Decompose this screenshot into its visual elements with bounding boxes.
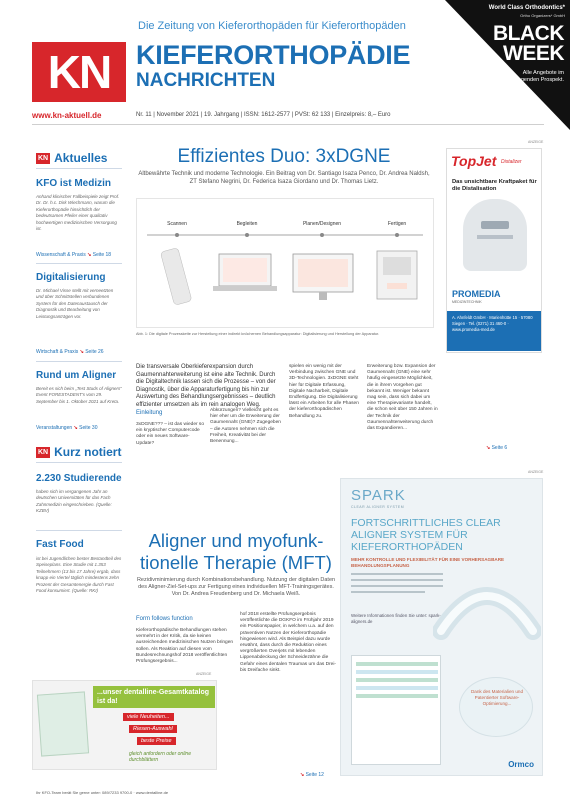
article-1-title[interactable]: Effizientes Duo: 3xDGNE <box>177 146 391 167</box>
article-1-col-2: Abkürzungen? Vielleicht geht es hier eher um die Erweiterung der Gaumennaht (GNE)? Zugegeben – die Autoren nehmen sich die Freiheit, Kreativität bei der Benennung... <box>210 408 281 445</box>
spark-logo-sub: CLEAR ALIGNER SYSTEM <box>351 505 405 509</box>
arrow-icon: ↘ <box>79 349 84 355</box>
article-2-col-2: hof 2018 erstellte Prüfungsergebnis veröffentlichte die DGKFO im Frühjahr 2019 ein Positionspapier, in welchem u.a. auf den präventiven Nutzen der Kieferorthopädie hingewiesen wird. Als Beispiel dazu wurde erwähnt, dass durch die Reduktion eines vergrößerten Overjets mit lebenden Lippenabdeckung der Schneidezähne die Gefahr eines dentalen Traumas um das Drei- bis Dreifache sinkt. <box>240 612 336 673</box>
article-2-title-2: tionelle Therapie (MFT) <box>140 552 332 573</box>
article-1-lead: Altbewährte Technik und moderne Technologie. Ein Beitrag von Dr. Santiago Isaza Penco, Dr. Andrea Naldsh, ZT Stefano Negrini, Dr. Federica Isaza Giordano und Dr. Thomas Lietz. <box>138 171 430 185</box>
sidebar-item-body: haben sich im vergangenen Jahr an deutschen Universitäten für das Fach Zahnmedizin eingeschrieben. (Quelle: KZBV) <box>36 489 112 514</box>
spark-logo: SPARK <box>351 487 406 504</box>
dentalline-tag: beste Preise <box>137 737 176 745</box>
topjet-ad[interactable] <box>446 148 542 353</box>
website-link[interactable]: www.kn-aktuell.de <box>32 111 102 120</box>
spark-callout: Weitere Informationen finden Sie unter: spark-aligners.de <box>351 613 441 624</box>
ref-page: Seite 12 <box>305 772 324 778</box>
dentalline-footer: Ihr KFO-Team berät Sie gerne unter: 089/7233 9700-0 · www.dentalline.de <box>36 790 169 795</box>
black-week-text: Alle Angebote im beiliegenden Prospekt. <box>508 70 564 83</box>
ref-page: Seite 30 <box>79 425 98 431</box>
article-1-intro: Die transversale Oberkieferexpansion durch Gaumennahterweiterung ist eine alte Technik. Durch die Digitaltechnik lassen sich die Prozesse – von der Diagnostik, über die Apparaturfertigung bis hin zur Auswertung des Behandlungsergebnisses – deutlich effizienter umsetzen als im rein analogen Weg. <box>136 364 276 408</box>
dentalline-tag: Riesen-Auswahl <box>129 725 177 733</box>
section-kurz-notiert <box>36 445 121 459</box>
kn-logo: KN <box>32 42 126 102</box>
promedia-logo: PROMEDIA <box>452 289 501 299</box>
workflow-illustration <box>137 199 433 327</box>
ad-label: ANZEIGE <box>196 672 212 676</box>
ref-page: Seite 6 <box>491 445 508 451</box>
promedia-sub: MEDIZINTECHNIK <box>452 300 482 304</box>
kn-mini-logo: KN <box>38 154 49 162</box>
dentalline-tag: viele Neuheiten... <box>123 713 174 721</box>
ref-section: Veranstaltungen <box>36 425 73 431</box>
section-aktuelles <box>36 151 107 165</box>
catalog-image <box>37 691 89 756</box>
spark-subheadline: MEHR KONTROLLE UND FLEXIBILITÄT FÜR EINE VORHERSAGBARE BEHANDLUNGSPLANUNG <box>351 557 505 568</box>
arrow-icon: ↘ <box>87 252 92 258</box>
article-2-lead: Rezidivminimierung durch Kombinationsbehandlung. Nutzung der digitalen Daten des Aligner-Ziel-Set-ups zur Fertigung eines individuellen MFT-Trainingsgerätes. Von Dr. Andrea Freudenberg und Dr. Michaela Weiß. <box>136 577 336 597</box>
sidebar-item-title: Fast Food <box>36 539 84 550</box>
spark-headline: FORTSCHRITTLICHES CLEAR ALIGNER SYSTEM FÜR KIEFERORTHOPÄDEN <box>351 517 501 553</box>
step-label: Begleiten <box>236 221 258 227</box>
black-week-brand: World Class Orthodontics* <box>488 5 565 11</box>
tagline: Die Zeitung von Kieferorthopäden für Kieferorthopäden <box>138 20 406 32</box>
figure-caption: Abb. 1: Die digitale Prozesskette zur Herstellung einer indirekt knöchernen Behandlungsapparatur: Digitalisierung und Herstellung der Apparatur. <box>136 332 380 336</box>
article-2-subhead: Form follows function <box>136 616 193 622</box>
article-1-subhead: Einleitung <box>136 410 163 416</box>
article-1-col-1: 3xDGNE??? – ist das wieder so ein kryptischer Computercode oder ein neues Software-Update? <box>136 422 204 446</box>
sidebar-divider <box>36 168 122 169</box>
topjet-brand-sub: Distalizer <box>501 159 522 165</box>
sidebar-item-title: 2.230 Studierende <box>36 473 122 484</box>
ormco-logo: Ormco <box>508 760 534 769</box>
black-week-title-1: BLACK <box>493 22 564 45</box>
topjet-brand: TopJet <box>451 153 497 169</box>
black-week-title <box>493 24 564 64</box>
aligner-tray-image <box>433 571 541 651</box>
ref-page: Seite 18 <box>92 252 112 258</box>
workflow-figure <box>136 198 434 328</box>
step-label: Scannen <box>167 221 187 227</box>
ad-label: ANZEIGE <box>528 470 544 474</box>
masthead-subtitle: NACHRICHTEN <box>136 70 276 91</box>
topjet-product-image <box>463 199 527 271</box>
dentalline-ad[interactable] <box>32 680 217 770</box>
sidebar-item-ref[interactable] <box>36 425 97 431</box>
sidebar-item-ref[interactable] <box>36 349 104 355</box>
sidebar-divider <box>36 263 122 264</box>
article-2-col-1: Kieferorthopädische Behandlungen stehen vermehrt in der Kritik, da sie keinen ausreichenden medizinischen Nutzen bringen sollen. Als Reaktion auf diesen vom Bundesrechnungshof 2018 veröffentlichten Prüfungsergebnis... <box>136 628 234 665</box>
black-week-banner[interactable] <box>445 0 570 130</box>
dentalline-headline: ...unser dentalline-Gesamtkatalog ist da! <box>93 686 215 708</box>
sidebar-item-title[interactable]: Digitalisierung <box>36 272 106 283</box>
black-week-title-2: WEEK <box>503 42 564 65</box>
sidebar-item-ref[interactable] <box>36 252 111 258</box>
sidebar-divider <box>36 462 122 463</box>
arrow-icon: ↘ <box>300 772 305 778</box>
article-2-title[interactable] <box>134 530 338 574</box>
article-2-title-1: Aligner und myofunk- <box>148 530 324 551</box>
sidebar-item-body: Anhand klinischer Fallbeispiele zeigt Prof. Dr. Dr. h.c. Dirk Wiechmann, warum die Kieferorthopädie hinsichtlich der bedeutsamen Pfeiler einer qualitativ hochwertigen medizinischen Versorgung ist. <box>36 194 120 232</box>
kn-mini-logo: KN <box>38 448 49 456</box>
spark-ad[interactable] <box>340 478 543 776</box>
arrow-icon: ↘ <box>486 445 491 451</box>
arrow-icon: ↘ <box>73 425 78 431</box>
spark-bubble: Dank des Materialien und Patentierter Software-Optimierung... <box>470 689 524 706</box>
topjet-headline: Das unsichtbare Kraftpaket für die Distalisation <box>452 179 537 192</box>
dentalline-script: gleich anfordern oder online durchblättern <box>129 751 191 763</box>
sidebar-item-body: Dr. Michael Visse stellt mit verneetzten und über Schnittstellen verbundenen System für den Datenaustausch der Diagnostik und Bearbeitung von Leistungsanträgen vor. <box>36 288 114 319</box>
sidebar-divider <box>36 530 122 531</box>
step-label: Planen/Designen <box>302 221 342 227</box>
spark-screen-image <box>351 655 441 765</box>
section-aktuelles-label: Aktuelles <box>54 151 108 165</box>
issue-info: Nr. 11 | November 2021 | 19. Jahrgang | ISSN: 1612-2577 | PVSt: 62 133 | Einzelpreis: 8,– Euro <box>136 112 391 118</box>
spark-body-lines <box>351 573 443 609</box>
sidebar-divider <box>36 361 122 362</box>
masthead-title: KIEFERORTHOPÄDIE <box>136 40 411 70</box>
promedia-address: A. Ahnfeldt GmbH · Marienhütte 15 · 57080 Siegen · Tel. (0271) 31 460-0 · www.promedia-med.de <box>447 311 541 351</box>
sidebar-item-body: ist bei Jugendlichen bester Bestandteil des Speiseplans. Eine Studie mit 1.353 Teilnehmern (13 bis 17 Jahre) ergab, dass knapp ein Viertel täglich mindestens zehn Prozent der Gesamtenergie durch Fast Food konsumiert. (Quelle: RKI) <box>36 556 122 594</box>
article-1-col-3: spielen ein wenig mit der Verbindung zwischen GNE und 3D-Technologien. 3xDGNE steht hier für Digitale Erfassung, Digitale Nacharbeit, Digitale Endfertigung. Die Digitalisierung lässt ein Arbeiten für alle Phasen der kieferorthopädischen Behandlung zu. <box>289 364 359 419</box>
section-kurz-label: Kurz notiert <box>54 445 122 459</box>
article-1-col-4: Erweiterung bzw. Expansion der Gaumennaht (GNE) eine sehr häufig eingesetzte Möglichkeit, die in ihrem Vorgehen gut bekannt ist. Weniger bekannt mag sein, dass sich dabei um eine Therapievariante handelt, die schon seit über 150 Jahren in der Technik der Gaumennahterweiterung durch das Expandieren... <box>367 364 438 432</box>
step-label: Fertigen <box>387 221 407 227</box>
black-week-triangle <box>445 0 570 130</box>
sidebar-item-title[interactable]: Rund um Aligner <box>36 370 117 381</box>
ad-label: ANZEIGE <box>528 140 544 144</box>
ref-section: Wissenschaft & Praxis <box>36 252 86 258</box>
ref-section: Wirtschaft & Praxis <box>36 349 79 355</box>
black-week-brand-sub: Ortho Organizers* GmbH <box>520 13 565 18</box>
ref-page: Seite 26 <box>85 349 104 355</box>
article-2-continue[interactable] <box>300 772 324 778</box>
article-1-continue[interactable] <box>486 445 507 451</box>
sidebar-item-body: Bereit es sich beim „Test Studs of Aligners“ Event FORESTADENT's vom 29. September bis 1. Oktober 2021 auf Kreta. <box>36 386 122 404</box>
sidebar-item-title[interactable]: KFO ist Medizin <box>36 178 111 189</box>
